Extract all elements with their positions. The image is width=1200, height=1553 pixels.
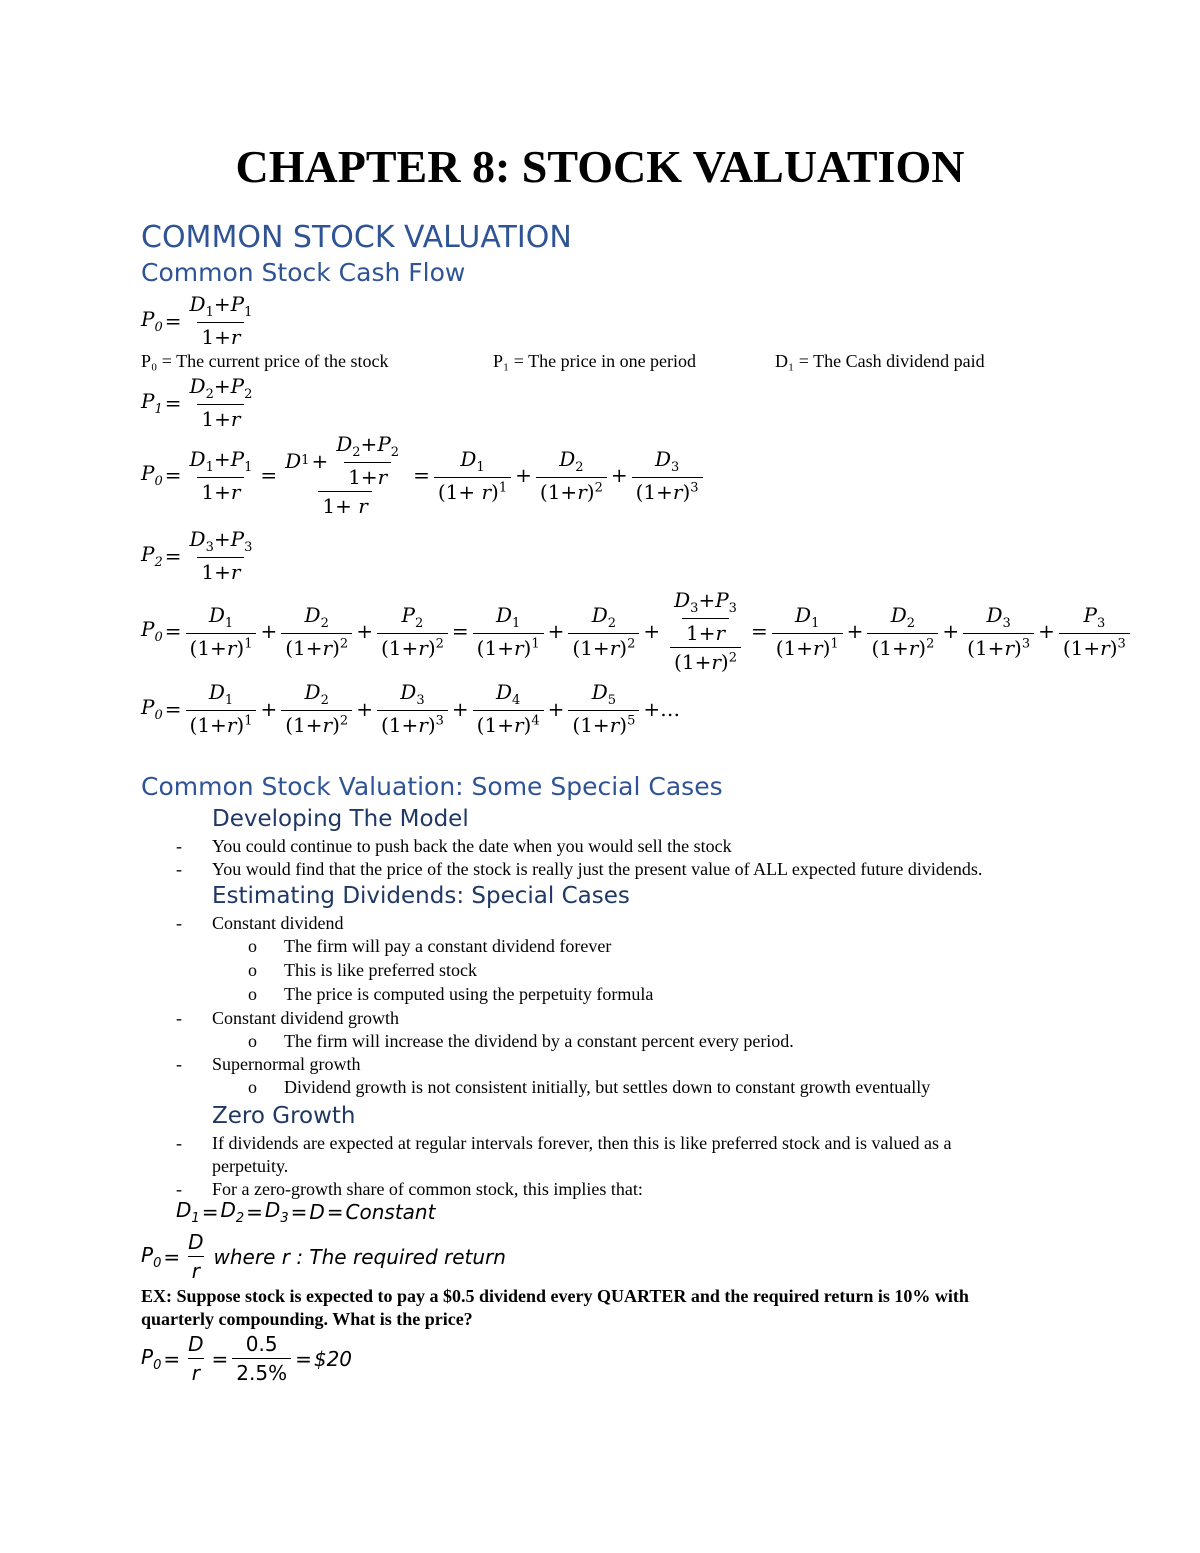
bullet-dash: - [176,1179,182,1199]
heading-estimating-dividends: Estimating Dividends: Special Cases [212,883,630,909]
list-item-zero-2: For a zero-growth share of common stock, this implies that: [212,1179,643,1199]
bullet-circle: o [248,1077,257,1097]
constant-label: Constant [345,1200,436,1224]
example-line-1: EX: Suppose stock is expected to pay a $0.5 dividend every QUARTER and the required return is 10% with [141,1286,969,1306]
list-item-constant-growth: Constant dividend growth [212,1008,399,1028]
sub-item-supernormal-1: Dividend growth is not consistent initially, but settles down to constant growth eventually [284,1077,931,1097]
equation-p1: $P_1$ = $\frac{D_2+P_2}{1+r}$ [141,374,253,431]
equation-p2: $P_2$ = $\frac{D_3+P_3}{1+r}$ [141,527,253,584]
bullet-circle: o [248,936,257,956]
bullet-dash: - [176,1133,182,1153]
bullet-circle: o [248,984,257,1004]
equation-p0-infinite-sum: $P_0$ = $\frac{D_1}{(1+r)^1}$ + $\frac{D_2}{(1+r)^2}$ + $\frac{D_3}{(1+r)^3}$ + $\frac{D_4}{(1+r)^4}$ + $\frac{D_5}{(1+r)^5}$ +… [141,680,681,737]
section-heading-common-stock-valuation: COMMON STOCK VALUATION [141,220,572,255]
bullet-dash: - [176,1008,182,1028]
list-item-developing-1: You could continue to push back the date when you would sell the stock [212,836,732,856]
bullet-dash: - [176,1054,182,1074]
example-result: $20 [313,1346,353,1371]
sub-item-constant-3: The price is computed using the perpetuity formula [284,984,654,1004]
bullet-circle: o [248,1031,257,1051]
subheading-cash-flow: Common Stock Cash Flow [141,258,466,287]
bullet-dash: - [176,836,182,856]
subheading-special-cases: Common Stock Valuation: Some Special Cases [141,772,723,801]
list-item-supernormal: Supernormal growth [212,1054,361,1074]
where-label: where r : The required return [213,1244,506,1269]
legend-p1: P₁ = The price in one period [493,351,697,371]
bullet-circle: o [248,960,257,980]
equation-p0-expansion: $P_0$ = $\frac{D_1}{(1+r)^1}$ + $\frac{D_2}{(1+r)^2}$ + $\frac{P_2}{(1+r)^2}$ = $\frac{D_1}{(1+r)^1}$ + $\frac{D_2}{(1+r)^2}$ + $\frac{\frac{D_3+P_3}{1+r}}{(1+r)^2}$ = $\frac{D_1}{(1+r)^1}$ + $\frac{D_2}{(1+r)^2}$ + $\frac{D_3}{(1+r)^3}$ + $\frac{P_3}{(1+r)^3}$ [141,588,1132,674]
equation-p0-nested: $P_0$ = $\frac{D_1+P_1}{1+r}$ = D 1 + $\frac{D_2+P_2}{1+r}$ 1+ r = $\frac{D_1}{(1+ r)^1}$ + $\frac{D_2}{(1+r)^2}$ + $\frac{D_3}{(1+r)^3}$ [141,432,705,518]
heading-zero-growth: Zero Growth [212,1103,356,1129]
example-numerator: 0.5 [245,1332,278,1356]
equation-zero-growth-price: $P_0$ = $\frac{D}{r}$ where r : The required return [141,1230,506,1283]
legend-d1: D₁ = The Cash dividend paid [775,351,985,371]
bullet-dash: - [176,859,182,879]
bullet-dash: - [176,913,182,933]
equation-p0: $P_0$ = $\frac{D_1+P_1}{1+r}$ [141,292,253,349]
legend-p0: P₀ = The current price of the stock [141,351,389,371]
heading-developing-model: Developing The Model [212,806,469,832]
sub-item-constant-2: This is like preferred stock [284,960,477,980]
list-item-zero-1: If dividends are expected at regular intervals forever, then this is like preferred stock and is valued as a [212,1133,952,1153]
list-item-zero-1-cont: perpetuity. [212,1156,289,1176]
equation-example: $P_0$ = $\frac{D}{r}$ = $\frac{0.5}{2.5\%}$ = $20 [141,1332,353,1385]
example-line-2: quarterly compounding. What is the price? [141,1309,473,1329]
list-item-constant-dividend: Constant dividend [212,913,344,933]
page-title: CHAPTER 8: STOCK VALUATION [235,141,965,192]
example-denominator: 2.5% [232,1358,291,1385]
sub-item-constant-1: The firm will pay a constant dividend forever [284,936,612,956]
sub-item-growth-1: The firm will increase the dividend by a constant percent every period. [284,1031,794,1051]
list-item-developing-2: You would find that the price of the stock is really just the present value of ALL expected future dividends. [212,859,983,879]
equation-zero-growth-dividends: $D_1$ = $D_2$ = $D_3$ = D = Constant [176,1198,436,1226]
